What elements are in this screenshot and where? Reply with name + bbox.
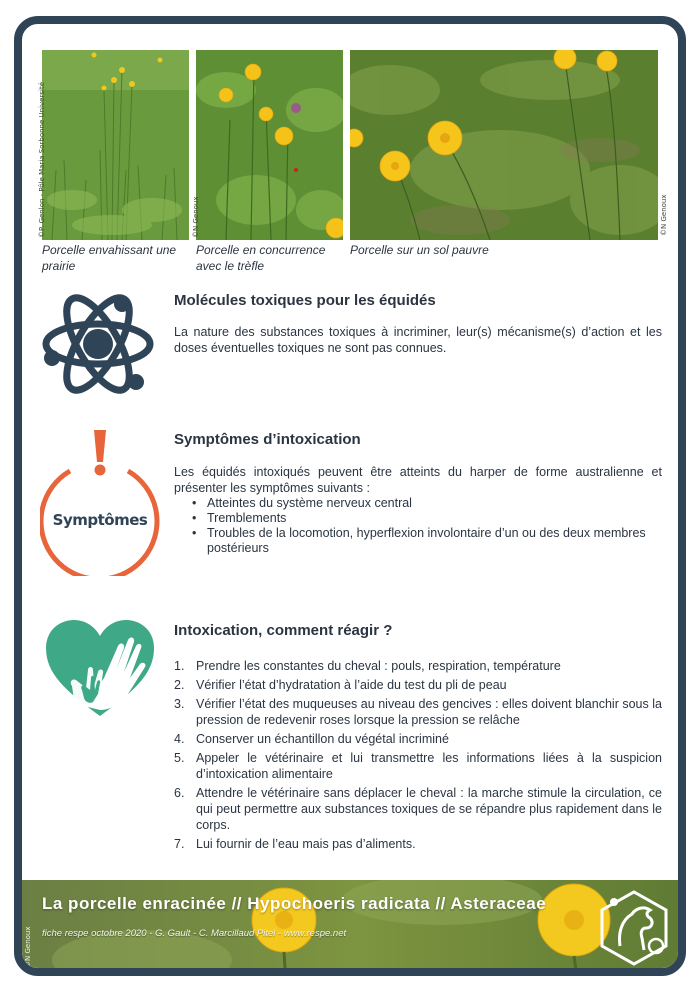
photo-credit-1: ©P. Genlon - Pôle Maria Sorbonne Université <box>38 82 46 238</box>
photo-invading-meadow <box>42 50 189 240</box>
list-item: 2. Vérifier l’état d’hydratation à l’aide du test du pli de peau <box>174 678 507 692</box>
react-steps <box>174 658 662 855</box>
symptoms-list <box>192 496 662 556</box>
caption-photo-1: Porcelle envahissant une prairie <box>42 243 177 273</box>
heart-hands-icon <box>44 618 156 718</box>
page-frame <box>14 16 686 976</box>
list-item: 1. Prendre les constantes du cheval : pouls, respiration, température <box>174 659 561 673</box>
respe-logo <box>596 888 672 968</box>
list-item: 7. Lui fournir de l’eau mais pas d’aliments. <box>174 837 416 851</box>
caption-photo-3: Porcelle sur un sol pauvre <box>350 243 489 257</box>
list-item: • Atteintes du système nerveux central <box>192 496 662 511</box>
toxic-molecules-title: Molécules toxiques pour les équidés <box>174 292 436 309</box>
photo-clover-competition <box>196 50 343 240</box>
list-item: 4. Conserver un échantillon du végétal incriminé <box>174 732 449 746</box>
symptoms-icon <box>40 426 160 576</box>
list-item: 5. Appeler le vétérinaire et lui transmettre les informations liées à la suspicion d’intoxication alimentaire <box>174 751 662 781</box>
toxic-molecules-text: La nature des substances toxiques à incriminer, leur(s) mécanisme(s) d’action et les doses éventuelles toxiques ne sont pas connues. <box>174 325 662 355</box>
footer-banner <box>22 880 686 976</box>
symptoms-icon-label: Symptômes <box>52 511 148 529</box>
symptoms-title: Symptômes d’intoxication <box>174 431 361 448</box>
symptoms-intro: Les équidés intoxiqués peuvent être atteints du harper de forme australienne et présenter les symptômes suivants : <box>174 465 662 495</box>
footer-title: La porcelle enracinée // Hypochoeris radicata // Asteraceae <box>42 894 547 913</box>
footer-subtitle: fiche respe octobre 2020 - G. Gault - C. Marcillaud Pitel - www.respe.net <box>42 928 347 939</box>
list-item: 3. Vérifier l’état des muqueuses au niveau des gencives : elles doivent blanchir sous la pression de redevenir roses lorsque la pression se relâche <box>174 697 662 727</box>
footer-credit: ©N Genoux <box>24 926 32 968</box>
atom-icon <box>40 286 156 402</box>
list-item: 6. Attendre le vétérinaire sans déplacer le cheval : la marche stimule la circulation, ce qui peut permettre aux substances toxiques de se répandre plus rapidement dans le corps. <box>174 786 662 832</box>
caption-photo-2: Porcelle en concurrence avec le trèfle <box>196 243 326 273</box>
list-item: • Troubles de la locomotion, hyperflexion involontaire d’un ou des deux membres postérieurs <box>192 526 662 556</box>
list-item: • Tremblements <box>192 511 662 526</box>
photo-poor-soil <box>350 50 658 240</box>
photo-credit-2: ©N Genoux <box>192 196 200 238</box>
react-title: Intoxication, comment réagir ? <box>174 622 393 639</box>
photo-credit-3: ©N Genoux <box>660 194 668 236</box>
